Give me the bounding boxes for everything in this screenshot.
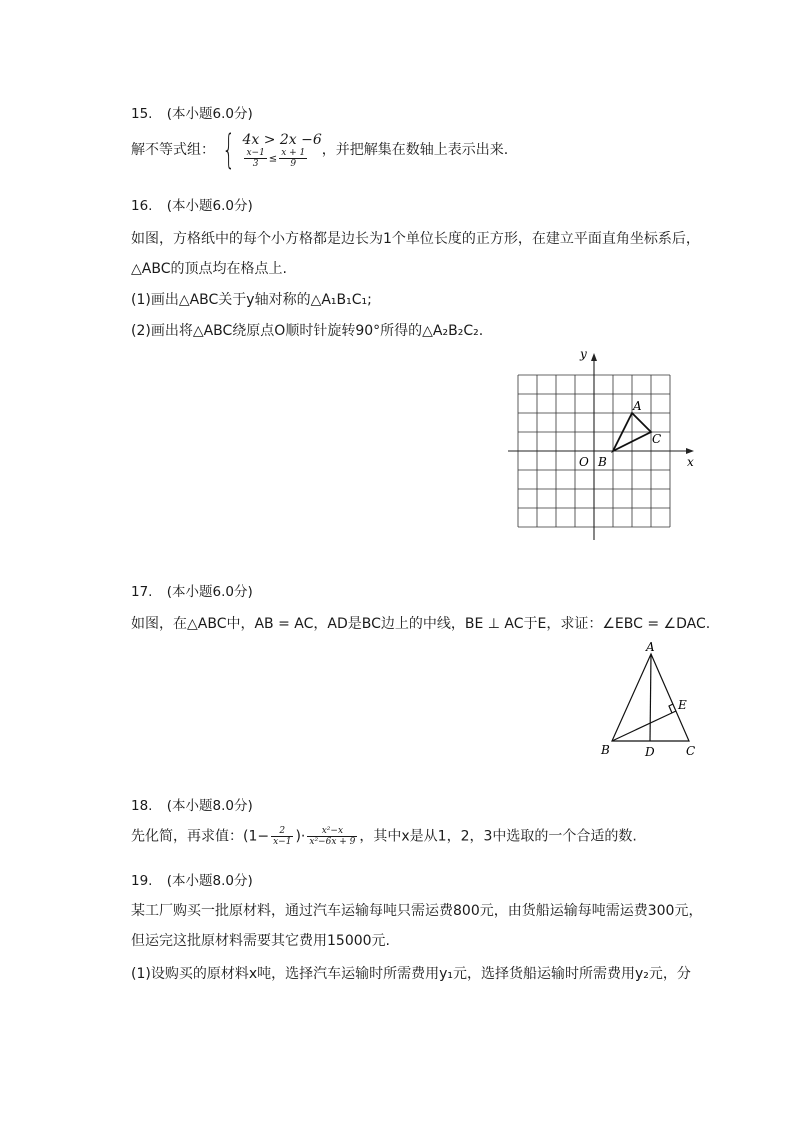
x-axis-arrow: [686, 448, 694, 454]
q19-text-line3: (1)设购买的原材料x吨，选择汽车运输时所需费用y₁元，选择货船运输时所需费用y₂元，分: [131, 966, 691, 982]
q19-header: [131, 871, 253, 891]
q16-points: (本小题6.0分): [166, 198, 253, 214]
q15-body: [131, 127, 509, 176]
altitude-be: [612, 711, 676, 741]
q16-text-line2: △ABC的顶点均在格点上.: [131, 261, 287, 277]
q19-text-line2: 但运完这批原材料需要其它费用15000元.: [131, 933, 390, 949]
right-angle-mark: [669, 704, 673, 713]
q16-part1: (1)画出△ABC关于y轴对称的△A₁B₁C₁;: [131, 292, 372, 308]
q18-number: 18.: [131, 798, 153, 814]
q19-points: (本小题8.0分): [166, 873, 253, 889]
label-o: O: [579, 455, 589, 469]
q15-fraction-2: $\frac{x + 1}{9}$: [281, 147, 306, 169]
label-c: C: [652, 432, 662, 446]
q17-number: 17.: [131, 584, 153, 600]
q17-text: 如图，在△ABC中，AB = AC，AD是BC边上的中线，BE ⊥ AC于E，求证：∠EBC = ∠DAC.: [131, 616, 711, 632]
label-y: y: [580, 347, 587, 361]
q15-header: [131, 104, 253, 124]
q15-inequality-system: [242, 132, 321, 169]
q18-fraction-1: $\frac{2}{x-1}$: [273, 826, 292, 847]
q15-prefix: 解不等式组：: [131, 142, 215, 158]
label-x: x: [687, 455, 694, 469]
q16-header: [131, 196, 253, 216]
y-axis-arrow: [591, 353, 597, 361]
q18-mid: )·: [295, 828, 306, 845]
q15-brace: {: [222, 127, 236, 173]
label-b: B: [598, 455, 607, 469]
q18-header: [131, 796, 253, 816]
q16-text-line1: 如图，方格纸中的每个小方格都是边长为1个单位长度的正方形，在建立平面直角坐标系后，: [131, 231, 700, 247]
median-ad: [650, 654, 651, 741]
q19-number: 19.: [131, 873, 153, 889]
q15-number: 15.: [131, 106, 153, 122]
label-d: D: [645, 745, 655, 759]
q17-points: (本小题6.0分): [166, 584, 253, 600]
label-e: E: [678, 698, 687, 712]
q15-fraction-1: $\frac{x-1}{3}$: [246, 147, 265, 169]
q15-inequality-2: $\frac{x-1}{3}$ ≤ $\frac{x + 1}{9}$: [246, 147, 306, 169]
q15-inequality-1: 4x > 2x −6: [242, 131, 322, 148]
label-a: A: [633, 399, 642, 413]
q18-fraction-2: $\frac{\text{x²−x}}{\text{x²−6x + 9}}$: [309, 826, 356, 847]
q17-triangle-figure: [595, 635, 705, 760]
q18-body: [131, 826, 637, 860]
q15-points: (本小题6.0分): [166, 106, 253, 122]
q15-suffix: ，并把解集在数轴上表示出来.: [321, 142, 509, 158]
q17-header: [131, 582, 253, 602]
q16-grid-figure: [505, 345, 700, 545]
q16-number: 16.: [131, 198, 153, 214]
coordinate-axes: [508, 358, 690, 540]
q18-prefix: 先化简，再求值：(1−: [131, 828, 270, 845]
q19-text-line1: 某工厂购买一批原材料，通过汽车运输每吨只需运费800元，由货船运输每吨需运费300元，: [131, 903, 703, 919]
label-a: A: [646, 640, 655, 654]
q18-suffix: ，其中x是从1，2，3中选取的一个合适的数.: [359, 828, 637, 845]
label-b: B: [601, 743, 610, 757]
q16-part2: (2)画出将△ABC绕原点O顺时针旋转90°所得的△A₂B₂C₂.: [131, 323, 484, 339]
label-c: C: [686, 744, 696, 758]
q18-points: (本小题8.0分): [166, 798, 253, 814]
